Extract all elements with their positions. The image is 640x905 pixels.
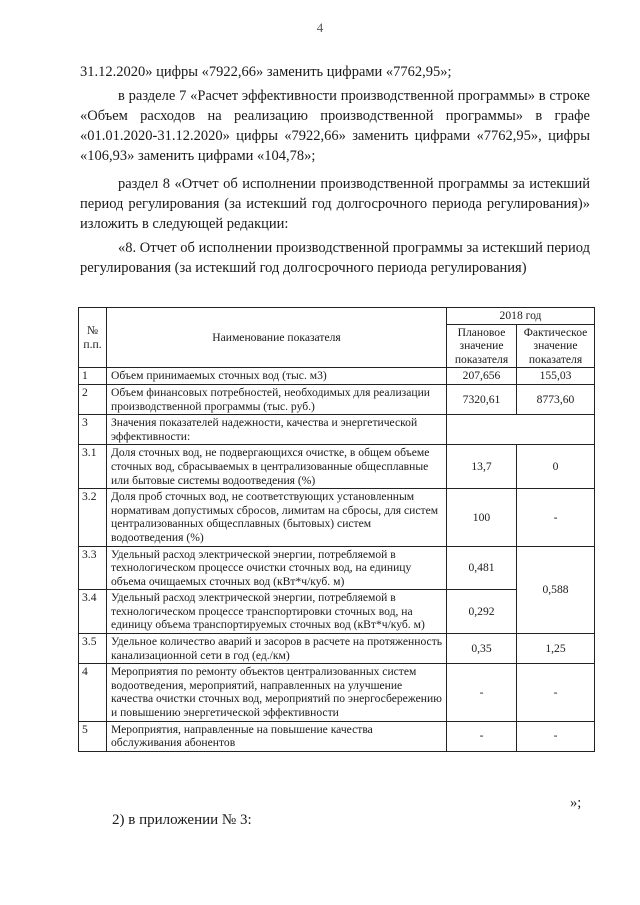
- row-actual-merged: 0,588: [517, 546, 595, 634]
- row-name: Мероприятия по ремонту объектов централизованных систем водоотведения, мероприятий, направленных на улучшение качества очистки сточных вод, мероприятий по энергосбережению и повышению энергетической эффективности: [107, 664, 447, 721]
- row-num: 3: [79, 415, 107, 445]
- table-row: [79, 384, 595, 414]
- table-row: [79, 489, 595, 546]
- row-planned: 0,35: [447, 634, 517, 664]
- row-name: Объем принимаемых сточных вод (тыс. м3): [107, 368, 447, 385]
- row-num: 1: [79, 368, 107, 385]
- row-name: Удельный расход электрической энергии, потребляемой в технологическом процессе очистки сточных вод, на единицу объема очищаемых сточных вод (кВт*ч/куб. м): [107, 546, 447, 590]
- row-name: Мероприятия, направленные на повышение качества обслуживания абонентов: [107, 721, 447, 751]
- row-values-empty: [447, 415, 595, 445]
- row-num: 3.1: [79, 445, 107, 489]
- header-num: № п.п.: [79, 308, 107, 368]
- row-num: 3.3: [79, 546, 107, 590]
- row-planned: 13,7: [447, 445, 517, 489]
- paragraph-section-7: в разделе 7 «Расчет эффективности производственной программы» в строке «Объем расходов на реализацию производственной программы» в графе «01.01.2020-31.12.2020» цифры «7922,66» заменить цифрами «7762,95», цифры «106,93» заменить цифрами «104,78»;: [80, 88, 590, 164]
- row-name: Удельное количество аварий и засоров в расчете на протяженность канализационной сети в год (ед./км): [107, 634, 447, 664]
- row-actual: -: [517, 489, 595, 546]
- row-num: 4: [79, 664, 107, 721]
- row-num: 3.5: [79, 634, 107, 664]
- row-planned: -: [447, 664, 517, 721]
- paragraph-continuation: 31.12.2020» цифры «7922,66» заменить цифрами «7762,95»;: [80, 64, 452, 80]
- row-actual: 0: [517, 445, 595, 489]
- closing-quote: »;: [570, 795, 582, 811]
- table-row: [79, 634, 595, 664]
- table-row: [79, 664, 595, 721]
- row-actual: -: [517, 664, 595, 721]
- row-num: 3.4: [79, 590, 107, 634]
- header-actual: Фактическое значение показателя: [517, 324, 595, 368]
- row-planned: 0,481: [447, 546, 517, 590]
- row-actual: -: [517, 721, 595, 751]
- table-row: [79, 445, 595, 489]
- header-planned: Плановое значение показателя: [447, 324, 517, 368]
- row-planned: 100: [447, 489, 517, 546]
- appendix-line: 2) в приложении № 3:: [112, 812, 252, 828]
- row-name: Доля сточных вод, не подвергающихся очистке, в общем объеме сточных вод, сбрасываемых в централизованные общесплавные или бытовые системы водоотведения (%): [107, 445, 447, 489]
- table-row: [79, 415, 595, 445]
- paragraph-section-8: раздел 8 «Отчет об исполнении производственной программы за истекший период регулирования (за истекший год долгосрочного периода регулирования)» изложить в следующей редакции:: [80, 176, 590, 232]
- header-year: 2018 год: [447, 308, 595, 325]
- row-planned: 0,292: [447, 590, 517, 634]
- page-number: 4: [316, 20, 324, 35]
- row-name: Удельный расход электрической энергии, потребляемой в технологическом процессе транспортировки сточных вод, на единицу объема транспортируемых сточных вод (кВт*ч/куб. м): [107, 590, 447, 634]
- paragraph-report-title: «8. Отчет об исполнении производственной программы за истекший период регулирования (за истекший год долгосрочного периода регулирования): [80, 240, 590, 276]
- table-row: [79, 368, 595, 385]
- row-num: 3.2: [79, 489, 107, 546]
- row-planned: 7320,61: [447, 384, 517, 414]
- row-actual: 1,25: [517, 634, 595, 664]
- table-header-row: [79, 308, 595, 325]
- row-planned: -: [447, 721, 517, 751]
- row-num: 2: [79, 384, 107, 414]
- table-row: [79, 721, 595, 751]
- row-actual: 8773,60: [517, 384, 595, 414]
- report-table: [78, 307, 595, 752]
- header-name: Наименование показателя: [107, 308, 447, 368]
- row-name: Объем финансовых потребностей, необходимых для реализации производственной программы (тыс. руб.): [107, 384, 447, 414]
- row-name: Значения показателей надежности, качества и энергетической эффективности:: [107, 415, 447, 445]
- row-actual: 155,03: [517, 368, 595, 385]
- table-row: [79, 546, 595, 590]
- row-planned: 207,656: [447, 368, 517, 385]
- row-name: Доля проб сточных вод, не соответствующих установленным нормативам допустимых сбросов, лимитам на сбросы, для систем централизованных общесплавных (бытовых) систем водоотведения (%): [107, 489, 447, 546]
- row-num: 5: [79, 721, 107, 751]
